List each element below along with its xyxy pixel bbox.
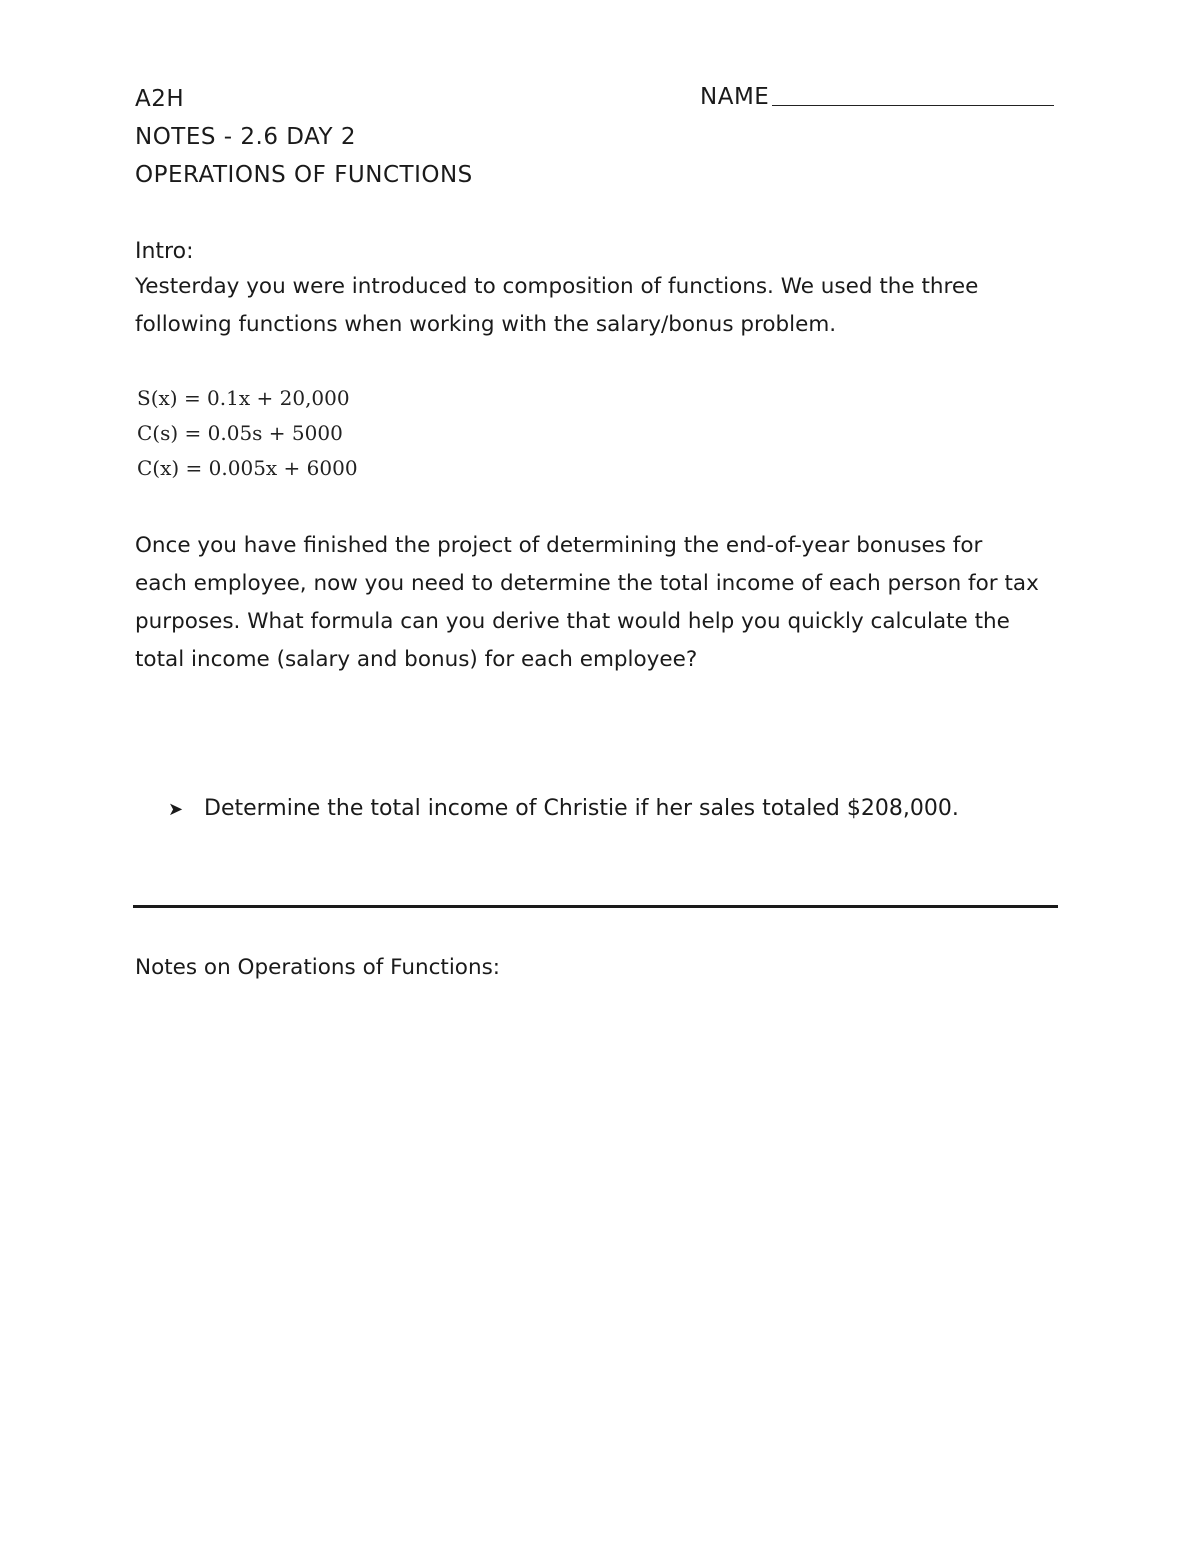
intro-line: following functions when working with the salary/bonus problem. [135, 312, 837, 337]
bullet-item [168, 798, 959, 820]
problem-paragraph [135, 527, 1055, 679]
name-label: NAME [700, 84, 770, 110]
notes-section-label: Notes on Operations of Functions: [135, 955, 501, 980]
topic-title: OPERATIONS OF FUNCTIONS [135, 162, 473, 188]
problem-line: Once you have finished the project of determining the end-of-year bonuses for [135, 533, 983, 558]
problem-line: each employee, now you need to determine the total income of each person for tax [135, 571, 1039, 596]
intro-paragraph [135, 268, 1055, 344]
arrow-bullet-icon: ➤ [168, 799, 184, 820]
name-blank-line[interactable] [772, 105, 1054, 106]
equation-bonus-of-sales: C(x) = 0.005x + 6000 [137, 456, 358, 480]
bullet-text: Determine the total income of Christie if her sales totaled $208,000. [204, 796, 959, 821]
equation-bonus-of-salary: C(s) = 0.05s + 5000 [137, 421, 343, 445]
problem-line: purposes. What formula can you derive that would help you quickly calculate the [135, 609, 1010, 634]
equation-salary: S(x) = 0.1x + 20,000 [137, 386, 350, 410]
notes-title: NOTES - 2.6 DAY 2 [135, 124, 357, 150]
problem-line: total income (salary and bonus) for each employee? [135, 647, 698, 672]
section-divider [133, 905, 1058, 908]
course-code: A2H [135, 86, 185, 112]
intro-label: Intro: [135, 239, 194, 264]
intro-line: Yesterday you were introduced to composition of functions. We used the three [135, 274, 979, 299]
